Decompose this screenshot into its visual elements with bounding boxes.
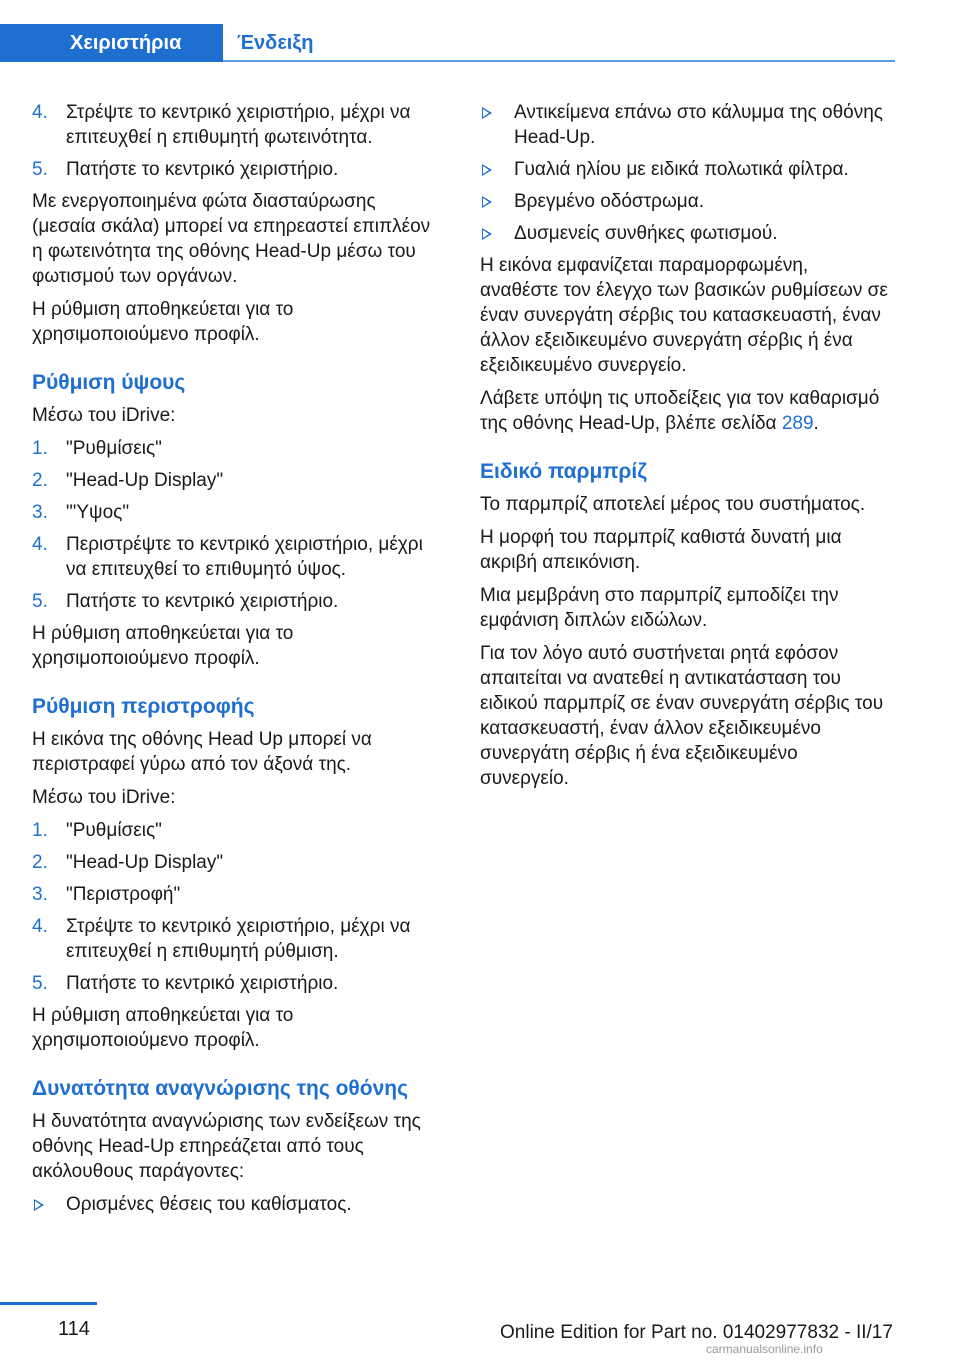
paragraph: Το παρμπρίζ αποτελεί μέρος του συστήματος. <box>480 494 866 515</box>
header-tabs <box>0 0 960 66</box>
left-column <box>32 100 442 1224</box>
triangle-bullet-icon <box>482 164 492 176</box>
paragraph: Μέσω του iDrive: <box>32 405 176 426</box>
paragraph: Η ρύθμιση αποθηκεύεται για το χρησιμοποιούμενο προφίλ. <box>32 623 294 669</box>
section-heading-visibility: Δυνατότητα αναγνώρισης της οθόνης <box>32 1077 409 1100</box>
bullet-item: Ορισμένες θέσεις του καθίσματος. <box>32 1192 442 1217</box>
section-heading-rotation: Ρύθμιση περιστροφής <box>32 695 255 718</box>
list-item: 3. "Περιστροφή" <box>32 884 181 905</box>
right-column <box>480 100 890 799</box>
triangle-bullet-icon <box>482 196 492 208</box>
list-item: 1. "Ρυθμίσεις" <box>32 438 162 459</box>
paragraph: Μέσω του iDrive: <box>32 787 176 808</box>
paragraph: Η ρύθμιση αποθηκεύεται για το χρησιμοποιούμενο προφίλ. <box>32 1005 294 1051</box>
section-heading-height: Ρύθμιση ύψους <box>32 371 186 394</box>
list-item: 4. Στρέψτε το κεντρικό χειριστήριο, μέχρι να επιτευχθεί η επιθυμητή ρύθμιση. <box>32 916 411 962</box>
list-item: 5. Πατήστε το κεντρικό χειριστήριο. <box>32 973 339 994</box>
paragraph: Η μορφή του παρμπρίζ καθιστά δυνατή μια ακριβή απεικόνιση. <box>480 527 842 573</box>
paragraph: Για τον λόγο αυτό συστήνεται ρητά εφόσον απαιτείται να ανατεθεί η αντικατάσταση του ειδικού παρμπρίζ σε έναν συνεργάτη σέρβις του κατασκευαστή, έναν άλλον εξειδικευμένο συνεργάτη σέρβις ή ένα εξειδικευμένο συνεργείο. <box>480 643 884 789</box>
list-item: 2. "Head-Up Display" <box>32 470 224 491</box>
list-item: 1. "Ρυθμίσεις" <box>32 820 162 841</box>
tab-display[interactable]: Ένδειξη <box>223 24 895 62</box>
list-item: 2. "Head-Up Display" <box>32 852 224 873</box>
paragraph: Η δυνατότητα αναγνώρισης των ενδείξεων της οθόνης Head-Up επηρεάζεται από τους ακόλουθους παράγοντες: <box>32 1111 421 1182</box>
edition-note: Online Edition for Part no. 01402977832 - II/17 <box>500 1322 893 1343</box>
paragraph: Η εικόνα εμφανίζεται παραμορφωμένη, αναθέστε τον έλεγχο των βασικών ρυθμίσεων σε έναν συνεργάτη σέρβις του κατασκευαστή, έναν άλλον εξειδικευμένο συνεργάτη σέρβις ή ένα εξειδικευμένο συνεργείο. <box>480 255 888 376</box>
paragraph: Με ενεργοποιημένα φώτα διασταύρωσης (μεσαία σκάλα) μπορεί να επηρεαστεί επιπλέον η φωτεινότητα της οθόνης Head-Up μέσω του φωτισμού των οργάνων. <box>32 191 431 287</box>
list-item: 5. Πατήστε το κεντρικό χειριστήριο. <box>32 591 339 612</box>
triangle-bullet-icon <box>34 1199 44 1211</box>
bullet-item: Βρεγμένο οδόστρωμα. <box>480 189 890 214</box>
tab-controls[interactable]: Χειριστήρια <box>0 24 223 62</box>
triangle-bullet-icon <box>482 228 492 240</box>
tab-underline <box>223 60 895 62</box>
triangle-bullet-icon <box>482 107 492 119</box>
bullet-item: Αντικείμενα επάνω στο κάλυμμα της οθόνης Head-Up. <box>480 100 890 150</box>
bullet-item: Δυσμενείς συνθήκες φωτισμού. <box>480 221 890 246</box>
footer-accent-line <box>0 1302 97 1305</box>
paragraph: Η εικόνα της οθόνης Head Up μπορεί να περιστραφεί γύρω από τον άξονά της. <box>32 729 372 775</box>
watermark: carmanualsonline.info <box>706 1342 823 1356</box>
section-heading-windshield: Ειδικό παρμπρίζ <box>480 460 647 483</box>
bullet-item: Γυαλιά ηλίου με ειδικά πολωτικά φίλτρα. <box>480 157 890 182</box>
paragraph: Η ρύθμιση αποθηκεύεται για το χρησιμοποιούμενο προφίλ. <box>32 299 294 345</box>
page-link[interactable]: 289 <box>781 413 814 434</box>
list-item: 4. Στρέψτε το κεντρικό χειριστήριο, μέχρι να επιτευχθεί η επιθυμητή φωτεινότητα. <box>32 102 411 148</box>
list-item: 4. Περιστρέψτε το κεντρικό χειριστήριο, μέχρι να επιτευχθεί το επιθυμητό ύψος. <box>32 534 423 580</box>
paragraph: Μια μεμβράνη στο παρμπρίζ εμποδίζει την εμφάνιση διπλών ειδώλων. <box>480 585 839 631</box>
list-item: 3. "'Υψος" <box>32 502 130 523</box>
page-number: 114 <box>58 1318 90 1340</box>
list-item: 5. Πατήστε το κεντρικό χειριστήριο. <box>32 159 339 180</box>
paragraph: Λάβετε υπόψη τις υποδείξεις για τον καθαρισμό της οθόνης Head-Up, βλέπε σελίδα 289. <box>480 388 880 434</box>
